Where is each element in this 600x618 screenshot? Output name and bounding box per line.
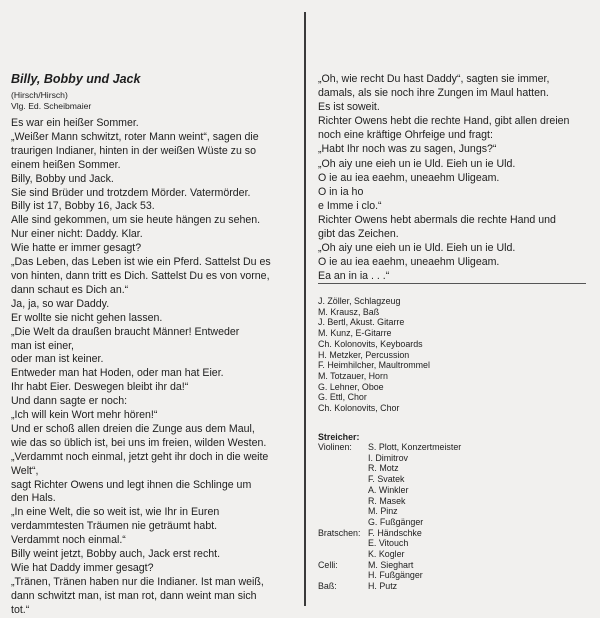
player-name: F. Händschke xyxy=(368,527,422,538)
string-player-row xyxy=(318,496,588,507)
musician-line: G. Ettl, Chor xyxy=(318,392,367,403)
player-name: A. Winkler xyxy=(368,484,409,495)
lyric-line: Billy weint jetzt, Bobby auch, Jack erst recht. xyxy=(11,548,221,561)
instrument-group xyxy=(318,570,368,581)
lyrics-left-column xyxy=(11,72,293,618)
lyric-line: traurigen Indianer, hinten in der weißen Wüste zu so xyxy=(11,144,256,157)
lyric-line: O ie au iea eaehm, uneaehm Uligeam. xyxy=(318,171,500,184)
instrument-group xyxy=(318,453,368,464)
lyric-line: O ie au iea eaehm, uneaehm Uligeam. xyxy=(318,256,500,269)
lyric-line: „Habt Ihr noch was zu sagen, Jungs?“ xyxy=(318,143,497,156)
lyrics-right-column xyxy=(318,72,596,283)
musician-line: M. Krausz, Baß xyxy=(318,306,380,317)
lyric-line: oder man ist keiner. xyxy=(11,353,104,366)
musician-line: F. Heimhilcher, Maultrommel xyxy=(318,360,430,371)
lyric-line: den Hals. xyxy=(11,492,56,505)
lyric-line: O in ia ho xyxy=(318,185,364,198)
lyric-line: Sie sind Brüder und trotzdem Mörder. Vatermörder. xyxy=(11,186,251,199)
string-player-row xyxy=(318,538,588,549)
musician-line: M. Totzauer, Horn xyxy=(318,370,388,381)
player-name: K. Kogler xyxy=(368,549,405,560)
player-name: R. Masek xyxy=(368,495,406,506)
lyric-line: „Das Leben, das Leben ist wie ein Pferd. Sattelst Du es xyxy=(11,256,271,269)
string-player-row xyxy=(318,506,588,517)
lyric-line: damals, als sie noch ihre Zungen im Maul hatten. xyxy=(318,87,549,100)
lyric-line: wie das so üblich ist, bei uns im freien, wilden Westen. xyxy=(11,436,267,449)
lyric-line: Ea an in ia . . .“ xyxy=(318,270,390,283)
player-name: I. Dimitrov xyxy=(368,452,408,463)
lyric-line: „In eine Welt, die so weit ist, wie Ihr in Euren xyxy=(11,506,220,519)
player-name: M. Pinz xyxy=(368,506,398,517)
musician-line: M. Kunz, E-Gitarre xyxy=(318,328,392,339)
lyric-line: von hinten, dann tritt es Dich. Sattelst Du es von vorne, xyxy=(11,269,270,282)
lyrics-left xyxy=(11,117,293,618)
musician-credits xyxy=(318,296,588,414)
lyric-line: „Tränen, Tränen haben nur die Indianer. Ist man weiß, xyxy=(11,575,264,588)
player-name: H. Fußgänger xyxy=(368,570,423,581)
lyric-line: Billy ist 17, Bobby 16, Jack 53. xyxy=(11,200,155,213)
lyric-line: Billy, Bobby und Jack. xyxy=(11,172,114,185)
player-name: E. Vitouch xyxy=(368,538,409,549)
string-player-row xyxy=(318,485,588,496)
lyric-line: „Die Welt da draußen braucht Männer! Entweder xyxy=(11,325,240,338)
lyric-line: noch eine kräftige Ohrfeige und fragt: xyxy=(318,129,493,142)
instrument-group xyxy=(318,485,368,496)
player-name: F. Svatek xyxy=(368,474,405,485)
lyric-line: Richter Owens hebt die rechte Hand, gibt allen dreien xyxy=(318,115,570,128)
lyric-line: verdammtesten Träumen nie geträumt habt. xyxy=(11,520,218,533)
lyric-line: tot.“ xyxy=(11,603,30,616)
section-rule xyxy=(318,283,586,284)
lyrics-right xyxy=(318,72,596,283)
lyric-line: Und dann sagte er noch: xyxy=(11,395,128,408)
lyric-line: einem heißen Sommer. xyxy=(11,158,121,171)
string-player-row xyxy=(318,549,588,560)
lyric-line: „Verdammt noch einmal, jetzt geht ihr doch in die weite xyxy=(11,450,269,463)
player-name: R. Motz xyxy=(368,463,399,474)
instrument-group: Baß: xyxy=(318,581,337,592)
credit-authors: (Hirsch/Hirsch) xyxy=(11,90,68,100)
instrument-group xyxy=(318,463,368,474)
lyric-line: Nur einer nicht: Daddy. Klar. xyxy=(11,228,143,241)
musician-line: H. Metzker, Percussion xyxy=(318,349,410,360)
lyric-line: „Oh aiy une eieh un ie Uld. Eieh un ie Uld. xyxy=(318,157,516,170)
instrument-group xyxy=(318,538,368,549)
lyric-line: Wie hat Daddy immer gesagt? xyxy=(11,562,154,574)
instrument-group xyxy=(318,474,368,485)
instrument-group xyxy=(318,496,368,507)
song-title: Billy, Bobby und Jack xyxy=(11,72,141,86)
string-player-row xyxy=(318,528,588,539)
lyric-line: „Weißer Mann schwitzt, roter Mann weint“, sagen die xyxy=(11,130,259,143)
musician-line: Ch. Kolonovits, Chor xyxy=(318,403,400,414)
column-divider xyxy=(304,12,306,606)
lyric-line: Richter Owens hebt abermals die rechte Hand und xyxy=(318,213,556,226)
player-name: S. Plott, Konzertmeister xyxy=(368,442,462,452)
string-player-row xyxy=(318,442,588,453)
lyric-line: e Imme i clo.“ xyxy=(318,199,382,212)
instrument-group xyxy=(318,549,368,560)
string-section-credits xyxy=(318,442,588,592)
instrument-group xyxy=(318,517,368,528)
lyric-line: gibt das Zeichen. xyxy=(318,228,399,241)
lyric-line: Er wollte sie nicht gehen lassen. xyxy=(11,311,163,324)
instrument-group: Celli: xyxy=(318,559,338,570)
credit-publisher: Vlg. Ed. Scheibmaier xyxy=(11,100,92,111)
lyric-line: Alle sind gekommen, um sie heute hängen zu sehen. xyxy=(11,214,261,227)
lyric-line: dann schaut es Dich an.“ xyxy=(11,283,129,296)
instrument-group: Bratschen: xyxy=(318,527,361,538)
musician-line: J. Bertl, Akust. Gitarre xyxy=(318,317,405,328)
string-player-row xyxy=(318,453,588,464)
lyric-line: Es ist soweit. xyxy=(318,101,380,114)
instrument-group: Violinen: xyxy=(318,442,352,452)
string-player-row xyxy=(318,560,588,571)
lyric-line: Es war ein heißer Sommer. xyxy=(11,117,139,129)
lyric-line: dann schwitzt man, ist man rot, dann weint man sich xyxy=(11,589,257,602)
player-name: G. Fußgänger xyxy=(368,516,424,527)
string-player-row xyxy=(318,517,588,528)
lyric-line: Verdammt noch einmal.“ xyxy=(11,534,126,547)
lyric-line: Entweder man hat Hoden, oder man hat Eier. xyxy=(11,367,224,380)
lyric-line: man ist einer, xyxy=(11,339,75,352)
lyric-line: Und er schoß allen dreien die Zunge aus dem Maul, xyxy=(11,422,255,435)
lyric-line: Ihr habt Eier. Deswegen bleibt ihr da!“ xyxy=(11,381,189,394)
lyric-line: „Oh, wie recht Du hast Daddy“, sagten sie immer, xyxy=(318,73,550,85)
lyric-line: Wie hatte er immer gesagt? xyxy=(11,242,142,255)
string-player-row xyxy=(318,570,588,581)
song-credits xyxy=(11,90,293,111)
lyric-line: Welt“, xyxy=(11,464,39,477)
lyric-line: „Ich will kein Wort mehr hören!“ xyxy=(11,409,158,422)
strings-heading: Streicher: xyxy=(318,432,360,442)
lyric-line: sagt Richter Owens und legt ihnen die Schlinge um xyxy=(11,478,252,491)
lyric-line: Ja, ja, so war Daddy. xyxy=(11,297,110,310)
player-name: M. Sieghart xyxy=(368,559,414,570)
musician-line: J. Zöller, Schlagzeug xyxy=(318,296,401,306)
string-player-row xyxy=(318,463,588,474)
string-player-row xyxy=(318,581,588,592)
string-player-row xyxy=(318,474,588,485)
musician-line: G. Lehner, Oboe xyxy=(318,381,384,392)
lyric-line: „Oh aiy une eieh un ie Uld. Eieh un ie Uld. xyxy=(318,242,516,255)
instrument-group xyxy=(318,506,368,517)
player-name: H. Putz xyxy=(368,581,398,592)
musician-line: Ch. Kolonovits, Keyboards xyxy=(318,338,423,349)
